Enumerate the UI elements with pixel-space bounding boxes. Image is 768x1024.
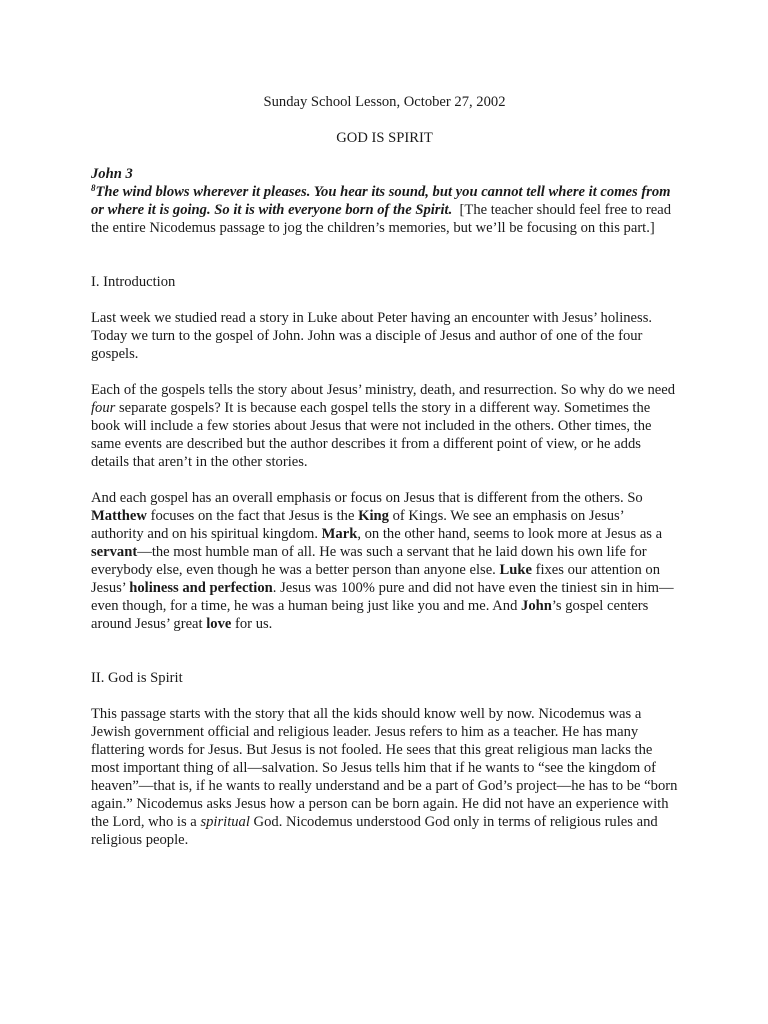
text-run: ’s gospel centers around Jesus’ great xyxy=(91,598,649,632)
text-run: Each of the gospels tells the story about Jesus’ ministry, death, and resurrection. So why do we need xyxy=(91,382,676,398)
text-run: for us. xyxy=(231,616,273,632)
emphasis-spiritual: spiritual xyxy=(200,814,250,830)
bold-servant: servant xyxy=(91,544,138,560)
scripture-ref: John 3 xyxy=(91,166,133,182)
intro-paragraph-2 xyxy=(91,381,678,471)
text-run: . Jesus was 100% pure and did not have even the tiniest sin in him—even though, for a time, he was a human being just like you and me. And xyxy=(91,580,674,614)
verse-text: The wind blows wherever it pleases. You hear its sound, but you cannot tell where it comes from or where it is going. So it is with everyone born of the Spirit. xyxy=(91,184,671,218)
bold-luke: Luke xyxy=(499,562,532,578)
bold-john: John xyxy=(521,598,552,614)
lesson-heading: GOD IS SPIRIT xyxy=(336,130,433,146)
bold-king: King xyxy=(358,508,389,524)
text-run: separate gospels? It is because each gospel tells the story in a different way. Sometimes the book will include a few stories about Jesus that were not included in the others. Other times, the same events are described but the author describes it from a different point of view, or he adds details that aren’t in the other stories. xyxy=(91,400,652,470)
text-run: of Kings. We see an emphasis on Jesus’ authority and on his spiritual kingdom. xyxy=(91,508,624,542)
text-run: This passage starts with the story that all the kids should know well by now. Nicodemus was a Jewish government official and religious leader. Jesus refers to him as a teacher. He has many flattering words for Jesus. But Jesus is not fooled. He sees that this great religious man lacks the most important thing of all—salvation. So Jesus tells him that if he wants to “see the kingdom of heaven”—that is, if he wants to really understand and be a part of God’s project—he has to be “born again.” Nicodemus asks Jesus how a person can be born again. He did not have an experience with the Lord, who is a xyxy=(91,706,678,830)
scripture-passage xyxy=(91,183,678,237)
intro-paragraph-3 xyxy=(91,489,678,633)
section-2-heading: II. God is Spirit xyxy=(91,670,183,686)
text-run: focuses on the fact that Jesus is the xyxy=(146,508,359,524)
emphasis-four: four xyxy=(91,400,116,416)
lesson-title: Sunday School Lesson, October 27, 2002 xyxy=(263,94,506,110)
text-run: , on the other hand, seems to look more at Jesus as a xyxy=(357,526,663,542)
intro-paragraph-1: Last week we studied read a story in Luke about Peter having an encounter with Jesus’ holiness. Today we turn to the gospel of John. John was a disciple of Jesus and author of one of the four gospels. xyxy=(91,310,653,362)
verse-number: 8 xyxy=(91,183,96,193)
text-run: God. Nicodemus understood God only in terms of religious rules and religious people. xyxy=(91,814,658,848)
text-run: fixes our attention on Jesus’ xyxy=(91,562,661,596)
teacher-note: [The teacher should feel free to read the entire Nicodemus passage to jog the children’s memories, but we’ll be focusing on this part.] xyxy=(91,202,672,236)
bold-matthew: Matthew xyxy=(91,508,147,524)
bold-holiness: holiness and perfection xyxy=(129,580,273,596)
bold-mark: Mark xyxy=(321,526,358,542)
text-run: And each gospel has an overall emphasis or focus on Jesus that is different from the others. So xyxy=(91,490,643,506)
scripture-reference xyxy=(91,165,678,183)
text-run: —the most humble man of all. He was such a servant that he laid down his own life for everybody else, even though he was a better person than anyone else. xyxy=(91,544,647,578)
bold-love: love xyxy=(206,616,232,632)
section-1-heading: I. Introduction xyxy=(91,274,176,290)
spirit-paragraph-1 xyxy=(91,705,678,849)
